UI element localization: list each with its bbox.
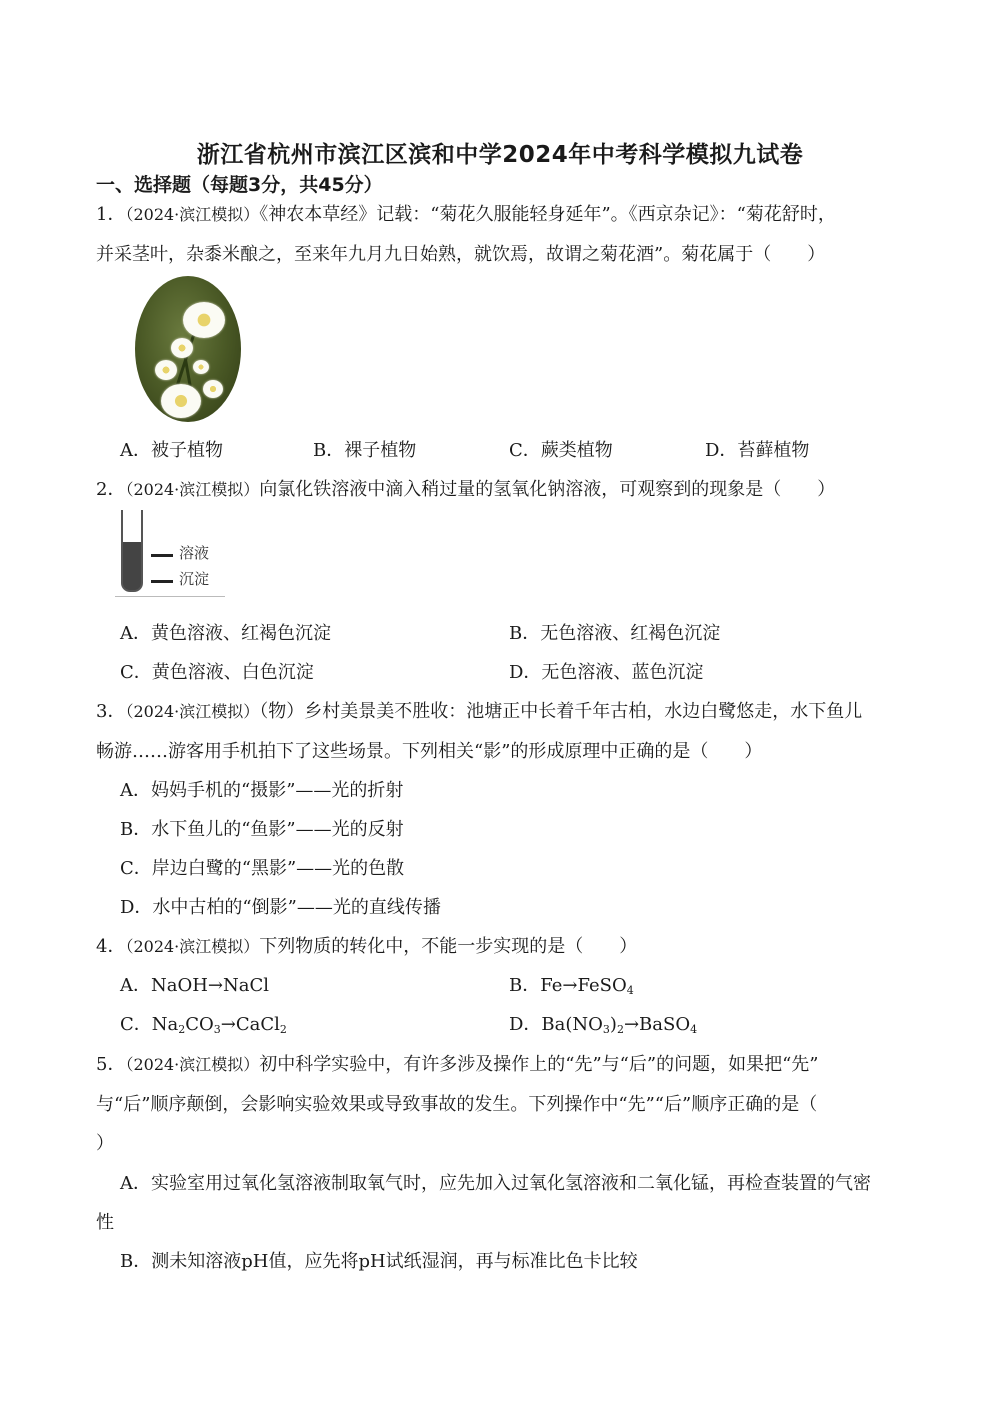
q5-option-a-line-1[interactable]: A．实验室用过氧化氢溶液制取氧气时，应先加入过氧化氢溶液和二氧化锰，再检查装置的气密 bbox=[120, 1173, 871, 1194]
q5-option-a-line-2: 性 bbox=[96, 1212, 114, 1233]
question-number: 3． bbox=[96, 701, 126, 722]
question-number: 1． bbox=[96, 204, 126, 225]
question-3-line-2: 畅游……游客用手机拍下了这些场景。下列相关“影”的形成原理中正确的是（ ） bbox=[96, 741, 763, 762]
q3-option-c[interactable]: C．岸边白鹭的“黑影”——光的色散 bbox=[120, 858, 405, 879]
question-3-line-1 bbox=[96, 699, 862, 725]
q3-option-b[interactable]: B．水下鱼儿的“鱼影”——光的反射 bbox=[120, 819, 404, 840]
question-4-line-1 bbox=[96, 934, 637, 960]
question-text: 下列物质的转化中，不能一步实现的是（ ） bbox=[259, 936, 638, 957]
question-source: （2024·滨江模拟） bbox=[125, 1055, 260, 1074]
question-5-line-3: ） bbox=[96, 1133, 114, 1154]
test-tube-icon bbox=[121, 510, 143, 592]
q1-option-a[interactable]: A．被子植物 bbox=[120, 440, 223, 461]
chrysanthemum-image bbox=[135, 276, 241, 422]
q1-option-c[interactable]: C．蕨类植物 bbox=[509, 440, 613, 461]
solution-label: 溶液 bbox=[179, 544, 210, 562]
q3-option-a[interactable]: A．妈妈手机的“摄影”——光的折射 bbox=[120, 780, 404, 801]
question-number: 5． bbox=[96, 1054, 126, 1075]
q2-option-d[interactable]: D．无色溶液、蓝色沉淀 bbox=[509, 662, 704, 683]
test-tube-diagram bbox=[115, 510, 225, 598]
question-text: 初中科学实验中，有许多涉及操作上的“先”与“后”的问题，如果把“先” bbox=[259, 1054, 819, 1075]
q1-option-d[interactable]: D．苔藓植物 bbox=[705, 440, 810, 461]
question-1-line-1 bbox=[96, 202, 836, 228]
q4-option-b[interactable]: B．Fe→FeSO$_4$ bbox=[509, 975, 634, 997]
question-2-line-1 bbox=[96, 477, 835, 503]
precipitate-label: 沉淀 bbox=[179, 570, 210, 588]
q4-option-a[interactable]: A．NaOH→NaCl bbox=[120, 975, 270, 996]
question-source: （2024·滨江模拟） bbox=[125, 937, 260, 956]
q2-option-a[interactable]: A．黄色溶液、红褐色沉淀 bbox=[120, 623, 331, 644]
exam-title: 浙江省杭州市滨江区滨和中学2024年中考科学模拟九试卷 bbox=[196, 142, 804, 168]
q4-option-c[interactable]: C．$Na_2CO_3\to CaCl_2$ bbox=[120, 1014, 287, 1036]
question-text: 向氯化铁溶液中滴入稍过量的氢氧化钠溶液，可观察到的现象是（ ） bbox=[259, 479, 836, 500]
question-5-line-1 bbox=[96, 1052, 818, 1078]
question-text: 《神农本草经》记载：“菊花久服能轻身延年”。《西京杂记》：“菊花舒时， bbox=[259, 204, 836, 225]
question-text: （物）乡村美景美不胜收：池塘正中长着千年古柏，水边白鹭悠走，水下鱼儿 bbox=[259, 701, 863, 722]
q2-option-c[interactable]: C．黄色溶液、白色沉淀 bbox=[120, 662, 314, 683]
question-number: 2． bbox=[96, 479, 126, 500]
q5-option-b[interactable]: B．测未知溶液pH值，应先将pH试纸湿润，再与标准比色卡比较 bbox=[120, 1251, 638, 1272]
question-source: （2024·滨江模拟） bbox=[125, 480, 260, 499]
question-source: （2024·滨江模拟） bbox=[125, 702, 260, 721]
q4-option-d[interactable]: D．$Ba(NO_3)_2\to BaSO_4$ bbox=[509, 1014, 698, 1036]
q3-option-d[interactable]: D．水中古柏的“倒影”——光的直线传播 bbox=[120, 897, 441, 918]
question-number: 4． bbox=[96, 936, 126, 957]
section-heading: 一、选择题（每题3分，共45分） bbox=[96, 174, 383, 196]
q1-option-b[interactable]: B．裸子植物 bbox=[313, 440, 417, 461]
q2-option-b[interactable]: B．无色溶液、红褐色沉淀 bbox=[509, 623, 721, 644]
question-5-line-2: 与“后”顺序颠倒，会影响实验效果或导致事故的发生。下列操作中“先”“后”顺序正确的是（ bbox=[96, 1094, 818, 1115]
question-source: （2024·滨江模拟） bbox=[125, 205, 260, 224]
question-1-line-2: 并采茎叶，杂黍米酿之，至来年九月九日始熟，就饮焉，故谓之菊花酒”。菊花属于（ ） bbox=[96, 244, 826, 265]
